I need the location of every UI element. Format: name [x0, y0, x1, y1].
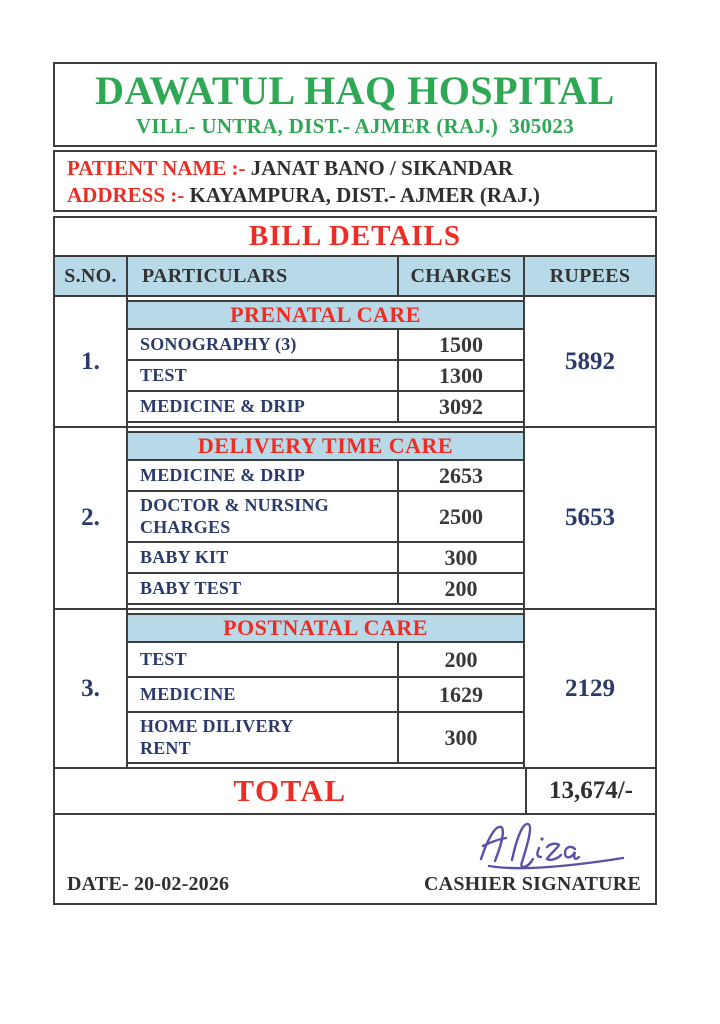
section-title: DELIVERY TIME CARE	[128, 431, 523, 461]
section-number: 2.	[55, 428, 128, 608]
patient-name-label: PATIENT NAME :-	[67, 156, 251, 180]
column-header-rupees: RUPEES	[549, 264, 631, 287]
section-postnatal-care	[55, 610, 655, 769]
item-label: MEDICINE & DRIP	[140, 464, 305, 485]
section-title: POSTNATAL CARE	[128, 613, 523, 643]
table-row	[128, 361, 523, 392]
item-label: TEST	[140, 364, 187, 385]
column-header-charges: CHARGES	[399, 257, 525, 295]
patient-address-value: KAYAMPURA, DIST.- AJMER (RAJ.)	[189, 183, 540, 207]
table-row	[128, 643, 523, 678]
section-total-rupees: 5653	[565, 504, 615, 532]
item-charge: 300	[397, 713, 523, 762]
section-total-rupees: 5892	[565, 347, 615, 375]
table-header-row	[55, 257, 655, 297]
patient-address-label: ADDRESS :-	[67, 183, 190, 207]
column-header-sno: S.NO.	[55, 257, 128, 295]
item-label: BABY TEST	[140, 577, 242, 598]
section-number: 1.	[55, 297, 128, 426]
table-row	[128, 330, 523, 361]
table-row	[128, 574, 523, 605]
section-prenatal-care	[55, 297, 655, 428]
item-charge: 1500	[397, 330, 523, 359]
item-charge: 2500	[397, 492, 523, 541]
hospital-address-line: VILL- UNTRA, DIST.- AJMER (RAJ.) 305023	[135, 113, 575, 138]
item-label: DOCTOR & NURSING CHARGES	[140, 495, 329, 537]
section-delivery-time-care	[55, 428, 655, 610]
patient-address-line	[67, 182, 655, 209]
table-row	[128, 713, 523, 764]
section-total-rupees: 2129	[565, 674, 615, 702]
item-label: SONOGRAPHY (3)	[140, 333, 297, 354]
item-charge: 2653	[397, 461, 523, 490]
table-row	[128, 678, 523, 713]
hospital-header	[53, 62, 657, 147]
hospital-bill-document	[53, 62, 657, 905]
table-row	[128, 543, 523, 574]
section-items	[128, 428, 525, 608]
item-charge: 200	[397, 643, 523, 676]
bill-table	[53, 216, 657, 905]
item-label: MEDICINE & DRIP	[140, 395, 305, 416]
section-items	[128, 297, 525, 426]
item-label: HOME DILIVERY RENT	[140, 716, 293, 758]
item-label: MEDICINE	[140, 683, 236, 704]
section-items	[128, 610, 525, 767]
footer-box	[55, 815, 655, 903]
item-label: BABY KIT	[140, 546, 229, 567]
cashier-signature-handwriting	[475, 817, 635, 873]
item-charge: 1629	[397, 678, 523, 711]
bill-date: DATE- 20-02-2026	[67, 873, 230, 896]
item-label: TEST	[140, 648, 187, 669]
item-charge: 3092	[397, 392, 523, 421]
bill-details-title: BILL DETAILS	[55, 218, 655, 257]
section-number: 3.	[55, 610, 128, 767]
patient-name-value: JANAT BANO / SIKANDAR	[250, 156, 514, 180]
hospital-name: DAWATUL HAQ HOSPITAL	[95, 68, 615, 113]
table-row	[128, 492, 523, 543]
grand-total-value: 13,674/-	[525, 769, 655, 813]
item-charge: 1300	[397, 361, 523, 390]
column-header-particulars: PARTICULARS	[128, 257, 399, 295]
table-row	[128, 392, 523, 423]
grand-total-row	[55, 769, 655, 815]
patient-info-box	[53, 150, 657, 212]
grand-total-label: TOTAL	[233, 773, 347, 809]
cashier-signature-label: CASHIER SIGNATURE	[424, 873, 641, 896]
item-charge: 300	[397, 543, 523, 572]
section-title: PRENATAL CARE	[128, 300, 523, 330]
table-row	[128, 461, 523, 492]
patient-name-line	[67, 155, 655, 182]
item-charge: 200	[397, 574, 523, 603]
